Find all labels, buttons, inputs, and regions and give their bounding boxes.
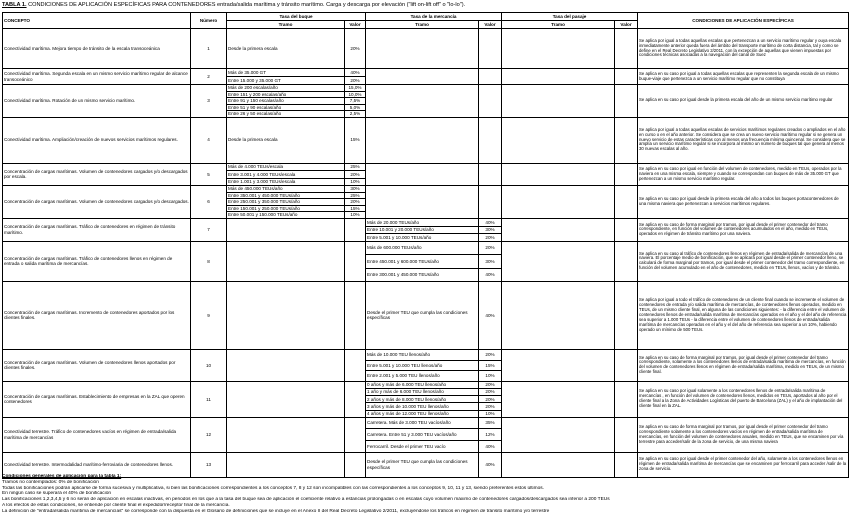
numero-cell: 3 — [191, 85, 227, 118]
buque-valor-cell: 15,0% — [345, 85, 366, 92]
buque-valor-cell: 5,0% — [345, 104, 366, 111]
mercancia-tramo-cell — [366, 117, 479, 163]
mercancia-valor-cell — [479, 117, 502, 163]
mercancia-valor-cell: 20% — [479, 349, 502, 360]
condiciones-cell: Se aplica en su caso por igual en función del volumen de contenedores, medido en TEUs, operados por la naviera en una misma escala, siempre y cuando se correspondan con buques de más de 35.000 GT que pertenezcan a un mismo servicio marítimo regular. — [638, 163, 849, 186]
mercancia-valor-cell: 10% — [479, 410, 502, 417]
numero-cell: 8 — [191, 241, 227, 281]
pasaje-tramo-cell — [502, 349, 615, 381]
mercancia-tramo-cell: Entre 5.001 y 10.000 TEUs/año — [366, 234, 479, 242]
concepto-cell: Conectividad marítima. Segunda escala en un mismo servicio marítimo regular de alcance transoceánico — [3, 69, 191, 85]
concepto-cell: Concentración de cargas marítimas. Volumen de contenedores cargados y/o descargados por escala. — [3, 163, 191, 186]
buque-tramo-cell — [227, 241, 345, 281]
buque-valor-cell — [345, 281, 366, 349]
numero-cell: 12 — [191, 417, 227, 452]
mercancia-valor-cell: 20% — [479, 381, 502, 388]
mercancia-valor-cell: 40% — [479, 452, 502, 477]
pasaje-tramo-cell — [502, 117, 615, 163]
buque-tramo-cell — [227, 218, 345, 241]
mercancia-valor-cell: 15% — [479, 360, 502, 371]
pasaje-tramo-cell — [502, 281, 615, 349]
pasaje-valor-cell — [615, 218, 638, 241]
mercancia-tramo-cell: Carretera. Más de 3.000 TEU vacíos/año — [366, 417, 479, 429]
mercancia-tramo-cell: Desde el primer TEU que cumpla las condiciones específicas — [366, 281, 479, 349]
concepto-cell: Conectividad marítima. Rotación de un mismo servicio marítimo. — [3, 85, 191, 118]
buque-valor-cell: 25% — [345, 163, 366, 171]
buque-valor-cell — [345, 218, 366, 241]
pasaje-tramo-cell — [502, 29, 615, 69]
condiciones-cell: Se aplica en su caso al tráfico de contenedores llenos en régimen de entrada/salida de mercancías de una naviera. El porcentaje medio de bonificación, que se aplicará por igual desde el primer contenedor lleno, se calculará de forma marginal por tramos, por igual desde el primer contenedor del tramo correspondiente, en función del volumen acumulado en el año de contenedores, medido en TEUs, llenos, vacíos y de tránsito. — [638, 241, 849, 281]
buque-valor-cell: 25% — [345, 192, 366, 199]
buque-tramo-cell: Más de 450.000 TEUs/año — [227, 186, 345, 193]
condiciones-cell: Se aplica en su caso por igual desde la primera escala del año de un mismo servicio marítimo regular — [638, 85, 849, 118]
buque-tramo-cell: Entre 26 y 50 escalas/año — [227, 111, 345, 118]
header-tasa-buque: Tasa del buque — [227, 13, 366, 21]
concepto-cell: Concentración de cargas marítimas. Tráfico de contenedores llenos en régimen de entrada o salida marítima de mercancías. — [3, 241, 191, 281]
mercancia-valor-cell — [479, 85, 502, 118]
mercancia-tramo-cell — [366, 69, 479, 85]
mercancia-tramo-cell: 2 años y más de 8.000 TEU llenos/año — [366, 396, 479, 403]
numero-cell: 10 — [191, 349, 227, 381]
buque-tramo-cell: Más de 35.000 GT — [227, 69, 345, 77]
header-concepto: CONCEPTO — [3, 13, 191, 29]
mercancia-tramo-cell: Entre 10.001 y 20.000 TEUs/año — [366, 226, 479, 234]
mercancia-tramo-cell: Ferrocarril. Desde el primer TEU vacío — [366, 441, 479, 453]
buque-valor-cell: 10% — [345, 178, 366, 186]
pasaje-valor-cell — [615, 29, 638, 69]
pasaje-tramo-cell — [502, 218, 615, 241]
mercancia-tramo-cell: 1 año y más de 6.000 TEU llenos/año — [366, 389, 479, 396]
mercancia-tramo-cell: Entre 2.001 y 5.000 TEU llenos/año — [366, 371, 479, 382]
pasaje-tramo-cell — [502, 241, 615, 281]
buque-tramo-cell — [227, 281, 345, 349]
pasaje-tramo-cell — [502, 381, 615, 417]
pasaje-valor-cell — [615, 241, 638, 281]
concepto-cell: Conectividad marítima. Ampliación/creación de nuevos servicios marítimos regulares. — [3, 117, 191, 163]
mercancia-tramo-cell — [366, 29, 479, 69]
pasaje-tramo-cell — [502, 85, 615, 118]
caption-label: TABLA 1. — [2, 2, 27, 8]
table-row — [3, 218, 849, 226]
buque-tramo-cell — [227, 417, 345, 452]
header-valor-pasaje: Valor — [615, 21, 638, 29]
pasaje-tramo-cell — [502, 186, 615, 219]
mercancia-tramo-cell: Más de 600.000 TEUs/año — [366, 241, 479, 254]
general-conditions — [2, 474, 848, 514]
header-numero: Número — [191, 13, 227, 29]
condiciones-cell: Se aplica en su caso de forma marginal por tramos, por igual desde el primer contenedor del tramo correspondiente, en función del volumen de contenedores acumulados en el año, medido en TEUs, operados en régimen de tránsito marítimo por una naviera. — [638, 218, 849, 241]
mercancia-valor-cell — [479, 186, 502, 219]
buque-valor-cell: 30% — [345, 186, 366, 193]
buque-tramo-cell — [227, 349, 345, 381]
condiciones-cell: Se aplica por igual a todas aquellas escalas de servicios marítimos regulares creados o ampliados en el año en curso o en el año anterior. Se considera que se crea un nuevo servicio marítimo regular si se genera un nuevo servicio de estas características con al menos una frecuencia mínima quincenal. Se considera que se amplía un servicio marítimo regular si se incorpora al mismo un número de buques tal que genera al menos 30 nuevas escalas al año. — [638, 117, 849, 163]
table-row — [3, 349, 849, 360]
mercancia-valor-cell: 35% — [479, 417, 502, 429]
note-line: En ningún caso se superará el 40% de bonificación — [2, 491, 112, 497]
mercancia-valor-cell: 20% — [479, 234, 502, 242]
buque-valor-cell: 20% — [345, 199, 366, 206]
buque-tramo-cell: Entre 51 y 90 escalas/año — [227, 104, 345, 111]
header-tasa-mercancia: Tasa de la mercancía — [366, 13, 502, 21]
mercancia-valor-cell: 20% — [479, 389, 502, 396]
note-line: Todas las bonificaciones podrán aplicarse de forma sucesiva y multiplicativa, si bien las bonificaciones correspondientes a los conceptos 7, 8 y 12 son incompatibles con las correspondientes a los conceptos 9, 10, 11 y 13, siendo preferentes estos últimos. — [2, 485, 544, 491]
mercancia-tramo-cell — [366, 85, 479, 118]
numero-cell: 4 — [191, 117, 227, 163]
pasaje-valor-cell — [615, 69, 638, 85]
buque-valor-cell: 10,0% — [345, 91, 366, 98]
mercancia-tramo-cell: 0 años y más de 6.000 TEU llenos/año — [366, 381, 479, 388]
buque-tramo-cell — [227, 381, 345, 417]
pasaje-tramo-cell — [502, 163, 615, 186]
concepto-cell: Concentración de cargas marítimas. Incremento de contenedores aportados por los clientes finales. — [3, 281, 191, 349]
mercancia-tramo-cell: 4 años y más de 12.000 TEU llenos/año — [366, 410, 479, 417]
concepto-cell: Concentración de cargas marítimas. Tráfico de contenedores en régimen de tránsito marítimo. — [3, 218, 191, 241]
pasaje-tramo-cell — [502, 69, 615, 85]
mercancia-valor-cell — [479, 69, 502, 85]
concepto-cell: Conectividad terrestre. Intermodalidad marítimo-ferroviaria de contenedores llenos. — [3, 452, 191, 477]
notes-title: Condiciones generales de aplicación para la tabla 1: — [2, 474, 122, 479]
table-body — [3, 29, 849, 478]
header-tramo-mercancia: Tramo — [366, 21, 479, 29]
mercancia-tramo-cell: Entre 5.001 y 10.000 TEU llenos/año — [366, 360, 479, 371]
pasaje-valor-cell — [615, 281, 638, 349]
buque-tramo-cell: Desde la primera escala — [227, 117, 345, 163]
header-valor-mercancia: Valor — [479, 21, 502, 29]
buque-valor-cell — [345, 241, 366, 281]
numero-cell: 1 — [191, 29, 227, 69]
caption-text: CONDICIONES DE APLICACIÓN ESPECÍFICAS PARA CONTENEDORES entrada/salida marítima y tránsito marítimo. Carga y descarga por elevación ("lift on-lift off" o "lo-lo"). — [26, 2, 466, 8]
numero-cell: 9 — [191, 281, 227, 349]
concepto-cell: Concentración de cargas marítimas. Establecimiento de empresas en la ZAL que operen contenedores — [3, 381, 191, 417]
mercancia-tramo-cell: 3 años y más de 10.000 TEU llenos/año — [366, 403, 479, 410]
mercancia-valor-cell: 40% — [479, 268, 502, 281]
header-tramo-buque: Tramo — [227, 21, 345, 29]
note-line: A los efectos de estas condiciones, se entiende por cliente final el expedidor/receptor final de la mercancía. — [2, 502, 230, 508]
table-row — [3, 117, 849, 163]
buque-valor-cell: 20% — [345, 29, 366, 69]
numero-cell: 13 — [191, 452, 227, 477]
mercancia-tramo-cell: Entre 450.001 y 600.000 TEUs/año — [366, 255, 479, 268]
buque-tramo-cell: Entre 350.001 y 450.000 TEUs/año — [227, 192, 345, 199]
numero-cell: 6 — [191, 186, 227, 219]
table-row — [3, 381, 849, 388]
numero-cell: 7 — [191, 218, 227, 241]
mercancia-tramo-cell: Desde el primer TEU que cumpla las condiciones específicas — [366, 452, 479, 477]
condiciones-cell: Se aplica por igual a todo el tráfico de contenedores de un cliente final cuando se incremente el volumen de contenedores de entrada y/o salida marítima de mercancías, de contenedores llenos operados, medido en TEUs, de un mismo cliente final, en alguna de las condiciones siguientes: - la diferencia entre el volumen de contenedores llenos de entrada/salida marítima de mercancías operados en el año y el del año de referencia sea superior a 1.000 TEUs - la diferencia entre el volumen de contenedores llenos de entrada/salida marítima de mercancías operados en el año y el del año de referencia sea superior a un 10%, habiendo operado un mínimo de 500 TEUs. — [638, 281, 849, 349]
condiciones-cell: Se aplica en su caso de forma marginal por tramos, por igual desde el primer contenedor del tramo correspondiente solamente a los contenedores vacíos en régimen de entrada/salida marítima de mercancías, en función del volumen de contenedores anuales, medido en TEUs, que se encaminen por vía terrestre para acceder/salir de la zona de servicio, de una misma naviera — [638, 417, 849, 452]
buque-tramo-cell: Entre 50.001 y 150.000 TEUs/año — [227, 212, 345, 219]
buque-tramo-cell: Entre 15.000 y 35.000 GT — [227, 77, 345, 85]
pasaje-tramo-cell — [502, 417, 615, 452]
mercancia-valor-cell — [479, 29, 502, 69]
mercancia-valor-cell: 20% — [479, 241, 502, 254]
mercancia-tramo-cell: Entre 300.001 y 450.000 TEUs/año — [366, 268, 479, 281]
condiciones-cell: Se aplica en su caso por igual solamente a los contenedores llenos de entrada/salida marítima de mercancías , en función del volumen de contenedores llenos, medidos en TEUs, aportados al año por el cliente final a la Zona de Actividades Logísticas del puerto de Barcelona (ZAL) y el año de implantación del cliente final en la ZAL. — [638, 381, 849, 417]
note-line: Las bonificaciones 1,2,3,4,5 y 6 no serán de aplicación en escalas inactivas, en periodos en los que a la tasa del buque sea de aplicación el coeficiente relativo a estancias prolongadas o en escalas cuyo volumen máximo de contenedores cargados/descargados sea inferior a 200 TEUs — [2, 497, 610, 502]
concepto-cell: Concentración de cargas marítimas. Volumen de contenedores cargados y/o descargados. — [3, 186, 191, 219]
condiciones-cell: Se aplica en su caso por igual desde la primera escala del año a todos los buques portacontenedores de una misma naviera que pertenezcan a servicios marítimos regulares. — [638, 186, 849, 219]
mercancia-valor-cell: 20% — [479, 396, 502, 403]
header-tasa-pasaje: Tasa del pasaje — [502, 13, 638, 21]
buque-valor-cell: 20% — [345, 171, 366, 179]
pasaje-valor-cell — [615, 85, 638, 118]
condiciones-cell: Se aplica por igual a todas aquellas escalas que pertenezcan a un servicio marítimo regular y ouya escala inmediatamente anterior queda fuera del ámbito del transporte marítimo de corta distancia, tal y como se define en el Real Decreto Legislativo 2/2011, con la excepción de aquellas que vienen impuestas por condiciones técnicas asociadas a la navegación del canal de Suez — [638, 29, 849, 69]
buque-tramo-cell: Entre 250.001 y 350.000 TEUs/año — [227, 199, 345, 206]
buque-tramo-cell: Entre 3.001 y 4.000 TEUs/escala — [227, 171, 345, 179]
mercancia-valor-cell: 12% — [479, 429, 502, 441]
table-row — [3, 281, 849, 349]
numero-cell: 5 — [191, 163, 227, 186]
note-line: Tramos no contemplados: 0% de bonificación — [2, 479, 99, 485]
pasaje-valor-cell — [615, 381, 638, 417]
buque-tramo-cell: Más de 200 escalas/año — [227, 85, 345, 92]
header-tramo-pasaje: Tramo — [502, 21, 615, 29]
conditions-table — [2, 12, 849, 478]
buque-valor-cell: 15% — [345, 205, 366, 212]
concepto-cell: Conectividad marítima. Mejora tiempo de tránsito de la escala transoceánica — [3, 29, 191, 69]
mercancia-valor-cell: 20% — [479, 403, 502, 410]
mercancia-valor-cell — [479, 163, 502, 186]
table-row — [3, 186, 849, 193]
mercancia-tramo-cell — [366, 186, 479, 219]
mercancia-valor-cell: 30% — [479, 255, 502, 268]
mercancia-tramo-cell — [366, 163, 479, 186]
condiciones-cell: Se aplica en su caso por igual a todas aquellas escalas que representen la segunda escala de un mismo buque-viaje que pertenezca a un servicio marítimo regular que no constituya — [638, 69, 849, 85]
concepto-cell: Conectividad terrestre. Tráfico de contenedores vacíos en régimen de entrada/salida marítima de mercancías — [3, 417, 191, 452]
buque-tramo-cell: Entre 150.001 y 250.000 TEUs/año — [227, 205, 345, 212]
buque-tramo-cell: Entre 1.001 y 3.000 TEUs/escala — [227, 178, 345, 186]
numero-cell: 2 — [191, 69, 227, 85]
concepto-cell: Concentración de cargas marítimas. Volumen de contenedores llenos aportados por clientes finales. — [3, 349, 191, 381]
buque-tramo-cell: Más de 4.000 TEUs/escala — [227, 163, 345, 171]
buque-tramo-cell: Entre 91 y 150 escalas/año — [227, 98, 345, 105]
mercancia-valor-cell: 40% — [479, 218, 502, 226]
pasaje-valor-cell — [615, 349, 638, 381]
table-row — [3, 241, 849, 254]
buque-tramo-cell: Entre 151 y 200 escalas/año — [227, 91, 345, 98]
pasaje-valor-cell — [615, 417, 638, 452]
note-line: La definición de "entrada/salida marítima de mercancías" se corresponde con la dispuesta en el Glosario de definiciones que se incluye en el Anexo II del Real Decreto Legislativo 2/2011, excluyéndose los tráficos en régimen de tránsito marítimo y/o terrestre — [2, 508, 550, 514]
mercancia-tramo-cell: Carretera. Entre 51 y 3.000 TEU vacíos/año — [366, 429, 479, 441]
mercancia-tramo-cell: Más de 20.000 TEUs/año — [366, 218, 479, 226]
buque-tramo-cell: Desde la primera escala — [227, 29, 345, 69]
buque-valor-cell — [345, 381, 366, 417]
pasaje-valor-cell — [615, 163, 638, 186]
buque-valor-cell: 2,5% — [345, 111, 366, 118]
condiciones-cell: Se aplica en su caso de forma marginal por tramos, por igual desde el primer contenedor del tramo correspondiente, solamente a los contenedores llenos de entrada/salida marítima de mercancías, en función del volumen de contenedores llenos en régimen de entrada/salida marítima, medido en TEUs, de un mismo cliente final. — [638, 349, 849, 381]
pasaje-valor-cell — [615, 186, 638, 219]
buque-valor-cell: 40% — [345, 69, 366, 77]
header-condiciones: CONDICIONES DE APLICACIÓN ESPECÍFICAS — [638, 13, 849, 29]
table-row — [3, 85, 849, 92]
table-caption — [2, 2, 465, 8]
mercancia-valor-cell: 40% — [479, 281, 502, 349]
buque-valor-cell — [345, 349, 366, 381]
table-row — [3, 29, 849, 69]
condiciones-cell: Se aplica en su caso por igual desde el primer contenedor del año, solamente a los contenedores llenos en régimen de entrada/salida marítima de mercancías que se encaminen por ferrocarril para acceder /salir de la zona de servicio. — [638, 452, 849, 477]
header-valor-buque: Valor — [345, 21, 366, 29]
buque-valor-cell — [345, 417, 366, 452]
table-row — [3, 163, 849, 171]
mercancia-valor-cell: 10% — [479, 371, 502, 382]
buque-valor-cell: 20% — [345, 77, 366, 85]
table-row — [3, 417, 849, 429]
mercancia-valor-cell: 30% — [479, 226, 502, 234]
numero-cell: 11 — [191, 381, 227, 417]
mercancia-valor-cell: 40% — [479, 441, 502, 453]
mercancia-tramo-cell: Más de 10.000 TEU llenos/año — [366, 349, 479, 360]
buque-valor-cell: 15% — [345, 117, 366, 163]
table-row — [3, 69, 849, 77]
buque-valor-cell: 7,5% — [345, 98, 366, 105]
pasaje-valor-cell — [615, 117, 638, 163]
buque-valor-cell: 10% — [345, 212, 366, 219]
